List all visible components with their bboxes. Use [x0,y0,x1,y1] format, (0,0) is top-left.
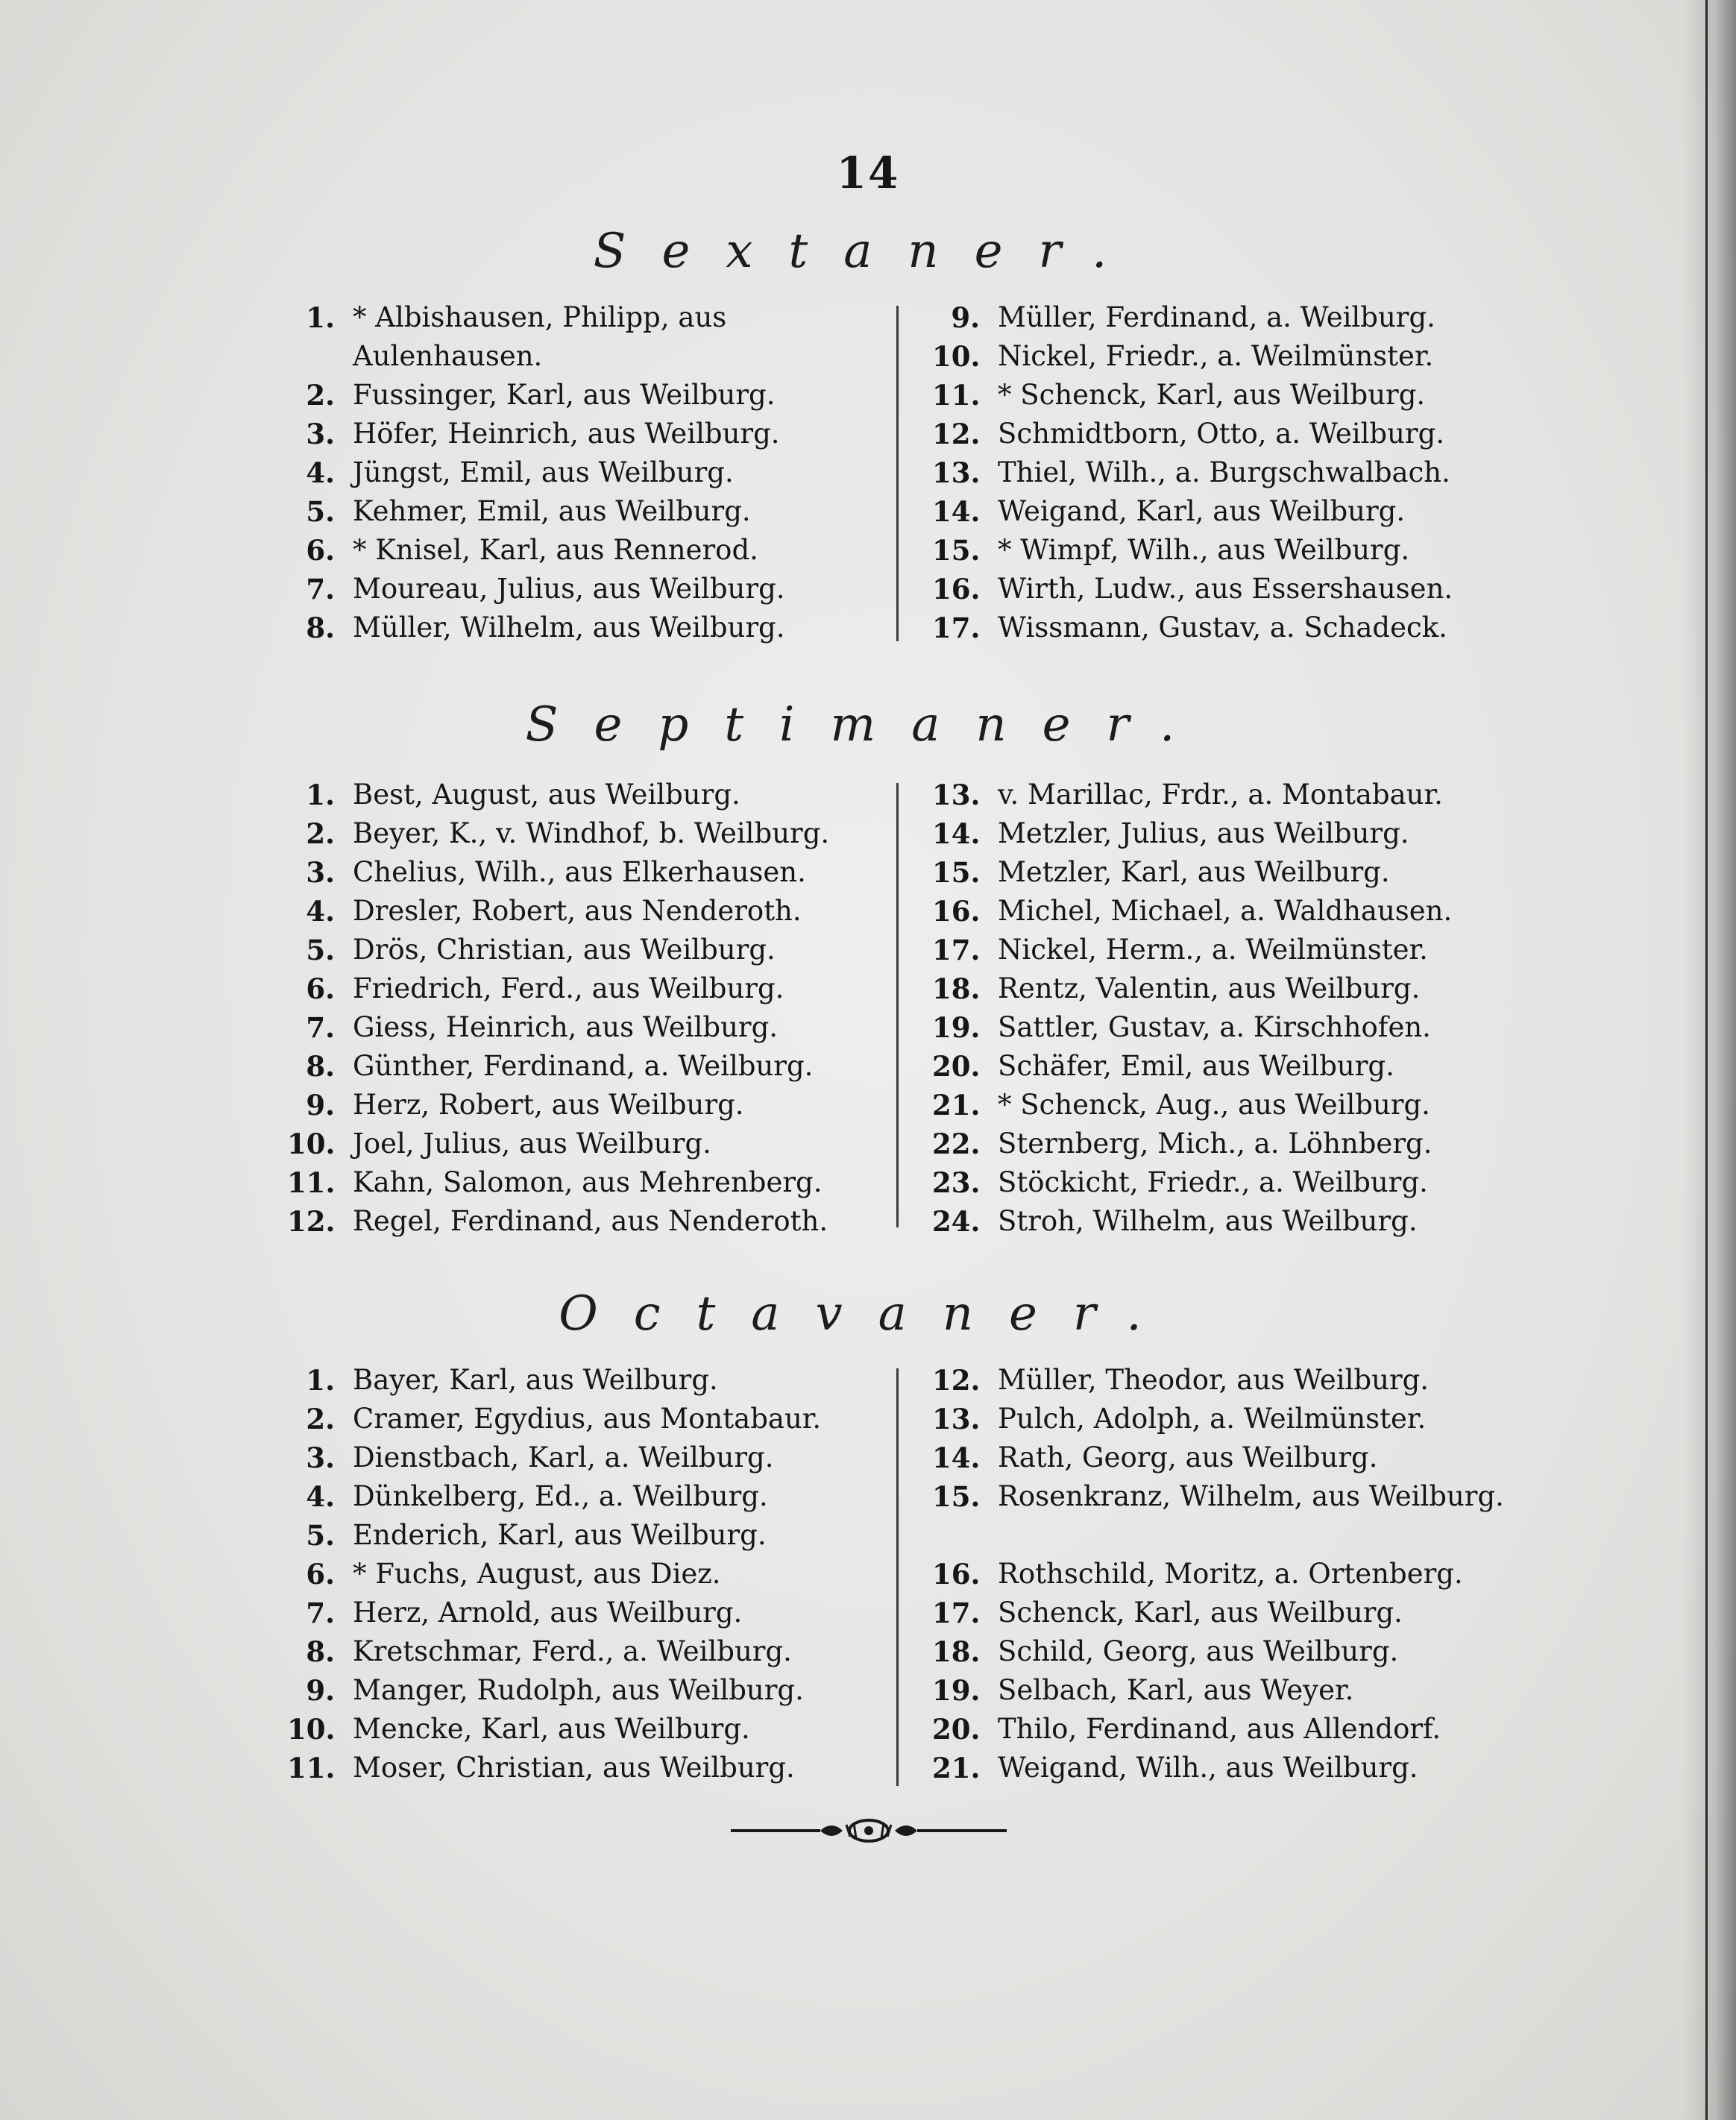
entry-number: 12. [932,1364,981,1397]
entry-number: 5. [306,934,335,966]
entry-text: * Albishausen, Philipp, aus Aulenhausen. [353,301,727,372]
list-item [287,1163,876,1202]
list-item [932,376,1521,415]
list-item [287,1202,876,1241]
entry-text: Bayer, Karl, aus Weilburg. [353,1364,718,1396]
entry-number: 21. [932,1089,981,1122]
entry-text: Beyer, K., v. Windhof, b. Weilburg. [353,817,830,849]
list-item [287,969,876,1008]
entry-text: Schmidtborn, Otto, a. Weilburg. [998,418,1445,450]
entry-text: Weigand, Wilh., aus Weilburg. [998,1752,1418,1784]
entry-text: * Schenck, Aug., aus Weilburg. [998,1089,1430,1121]
entry-text: Dünkelberg, Ed., a. Weilburg. [353,1480,768,1512]
entry-number: 1. [306,301,335,334]
entry-number: 12. [287,1205,336,1238]
entry-text: Jüngst, Emil, aus Weilburg. [353,456,734,488]
entry-text: Regel, Ferdinand, aus Nenderoth. [353,1205,828,1237]
entry-number: 6. [306,1558,335,1591]
entry-number: 16. [932,573,981,606]
list-item [287,1125,876,1163]
entry-number: 3. [306,856,335,889]
entry-number: 6. [306,534,335,567]
list-item [287,1400,876,1438]
entry-number: 13. [932,1403,981,1435]
entry-text: Sattler, Gustav, a. Kirschhofen. [998,1011,1431,1043]
entry-number: 6. [306,972,335,1005]
entry-number: 12. [932,418,981,450]
entry-number: 2. [306,817,335,850]
entry-number: 7. [306,1597,335,1629]
entry-text: Selbach, Karl, aus Weyer. [998,1674,1354,1706]
entry-number: 9. [306,1089,335,1122]
list-item [932,1671,1521,1710]
list-item [932,1555,1521,1594]
column-divider [896,1368,899,1786]
list-item [932,1125,1521,1163]
entry-text: * Fuchs, August, aus Diez. [353,1558,721,1590]
list-item [932,969,1521,1008]
entry-text: Kahn, Salomon, aus Mehrenberg. [353,1166,823,1198]
list-item [287,570,876,608]
list-item [932,531,1521,570]
entry-text: Günther, Ferdinand, a. Weilburg. [353,1050,814,1082]
page-edge-shadow [1684,0,1736,2120]
entry-text: Metzler, Julius, aus Weilburg. [998,817,1409,849]
entry-number: 10. [932,340,981,373]
list-item [932,1163,1521,1202]
list-item [287,814,876,853]
entry-number: 15. [932,1480,981,1513]
entry-text: Pulch, Adolph, a. Weilmünster. [998,1403,1427,1435]
list-item [287,415,876,453]
entry-number: 3. [306,1441,335,1474]
list-item [287,853,876,892]
entry-number: 20. [932,1713,981,1746]
entry-number: 9. [951,301,980,334]
entry-text: Schild, Georg, aus Weilburg. [998,1635,1399,1667]
entry-text: Rath, Georg, aus Weilburg. [998,1441,1378,1473]
column-left [287,298,876,647]
entry-text: Metzler, Karl, aus Weilburg. [998,856,1390,888]
entry-text: Joel, Julius, aus Weilburg. [353,1127,711,1160]
entry-number: 19. [932,1674,981,1707]
list-item [932,492,1521,531]
entry-number: 18. [932,1635,981,1668]
section-title-septimaner: Septimaner. [525,697,1211,752]
entry-number: 4. [306,1480,335,1513]
entry-text: Manger, Rudolph, aus Weilburg. [353,1674,804,1706]
list-item [932,776,1521,814]
list-item [932,1400,1521,1438]
entry-number: 1. [306,1364,335,1397]
entry-number: 1. [306,779,335,811]
entry-text: Moser, Christian, aus Weilburg. [353,1752,795,1784]
list-item [932,1710,1521,1749]
entry-number: 9. [306,1674,335,1707]
entry-text: Herz, Arnold, aus Weilburg. [353,1597,743,1629]
entry-text: Müller, Ferdinand, a. Weilburg. [998,301,1435,333]
entry-number: 10. [287,1713,336,1746]
entry-text: Weigand, Karl, aus Weilburg. [998,495,1406,527]
list-item [287,1516,876,1555]
list-item [287,1086,876,1125]
list-item [932,931,1521,969]
entry-text: Schenck, Karl, aus Weilburg. [998,1597,1403,1629]
page-edge-line [1705,0,1708,2120]
entry-number: 11. [287,1166,336,1199]
list-item [287,1477,876,1516]
entry-text: Rentz, Valentin, aus Weilburg. [998,972,1421,1004]
entry-text: Schäfer, Emil, aus Weilburg. [998,1050,1394,1082]
list-item [932,608,1521,647]
entry-text: Chelius, Wilh., aus Elkerhausen. [353,856,806,888]
entry-number: 8. [306,611,335,644]
entry-text: v. Marillac, Frdr., a. Montabaur. [998,779,1443,811]
list-item [287,376,876,415]
entry-number: 5. [306,1519,335,1552]
entry-number: 8. [306,1635,335,1668]
entry-text: * Schenck, Karl, aus Weilburg. [998,379,1426,411]
entry-number: 21. [932,1752,981,1784]
entry-text: Höfer, Heinrich, aus Weilburg. [353,418,780,450]
entry-number: 11. [287,1752,336,1784]
entry-text: Enderich, Karl, aus Weilburg. [353,1519,767,1551]
list-item [287,1671,876,1710]
entry-text: Michel, Michael, a. Waldhausen. [998,895,1453,927]
entry-text: Cramer, Egydius, aus Montabaur. [353,1403,822,1435]
entry-number: 4. [306,895,335,928]
entry-text: Dienstbach, Karl, a. Weilburg. [353,1441,774,1473]
column-divider [896,783,899,1227]
entry-number: 14. [932,817,981,850]
list-item [287,1594,876,1632]
list-item [287,1361,876,1400]
page-number: 14 [836,148,900,198]
column-right [932,1361,1521,1787]
entry-text: Drös, Christian, aus Weilburg. [353,934,776,966]
entry-text: Müller, Wilhelm, aus Weilburg. [353,611,785,644]
entry-text: Herz, Robert, aus Weilburg. [353,1089,744,1121]
entry-text: Kehmer, Emil, aus Weilburg. [353,495,751,527]
entry-text: Nickel, Herm., a. Weilmünster. [998,934,1428,966]
list-item [287,1749,876,1787]
entry-text: Friedrich, Ferd., aus Weilburg. [353,972,784,1004]
entry-text: Stroh, Wilhelm, aus Weilburg. [998,1205,1418,1237]
list-item [932,1008,1521,1047]
column-left [287,776,876,1241]
entry-text: Giess, Heinrich, aus Weilburg. [353,1011,779,1043]
list-item [932,1361,1521,1400]
entry-text: Fussinger, Karl, aus Weilburg. [353,379,776,411]
entry-text: Nickel, Friedr., a. Weilmünster. [998,340,1434,372]
list-item [287,531,876,570]
list-item [932,570,1521,608]
list-item [287,892,876,931]
entry-text: Thiel, Wilh., a. Burgschwalbach. [998,456,1450,488]
entry-number: 23. [932,1166,981,1199]
list-item [287,492,876,531]
entry-number: 17. [932,611,981,644]
list-item [932,1594,1521,1632]
list-item [287,931,876,969]
list-item [287,1047,876,1086]
entry-number: 16. [932,895,981,928]
entry-number: 19. [932,1011,981,1044]
entry-number: 8. [306,1050,335,1083]
list-item [932,415,1521,453]
list-item [287,453,876,492]
list-item [932,1632,1521,1671]
list-item [932,453,1521,492]
entry-number: 13. [932,779,981,811]
entry-number: 5. [306,495,335,528]
list-item [287,776,876,814]
entry-text: Sternberg, Mich., a. Löhnberg. [998,1127,1432,1160]
list-item [287,298,876,376]
entry-number: 17. [932,934,981,966]
list-item [287,1438,876,1477]
entry-text: Moureau, Julius, aus Weilburg. [353,573,785,605]
entry-text: Wirth, Ludw., aus Essershausen. [998,573,1453,605]
list-item [932,1477,1521,1555]
entry-number: 11. [932,379,981,412]
entry-text: Kretschmar, Ferd., a. Weilburg. [353,1635,792,1667]
list-item [932,1749,1521,1787]
entry-number: 16. [932,1558,981,1591]
entry-number: 15. [932,856,981,889]
list-item [287,608,876,647]
section-title-octavaner: Octavaner. [559,1286,1177,1341]
list-item [932,814,1521,853]
entry-text: Mencke, Karl, aus Weilburg. [353,1713,750,1745]
entry-number: 4. [306,456,335,489]
entry-number: 14. [932,1441,981,1474]
entry-text: Best, August, aus Weilburg. [353,779,740,811]
column-left [287,1361,876,1787]
list-item [932,337,1521,376]
entry-text: Stöckicht, Friedr., a. Weilburg. [998,1166,1428,1198]
list-item [932,1202,1521,1241]
entry-text: Müller, Theodor, aus Weilburg. [998,1364,1430,1396]
list-item [932,1438,1521,1477]
list-item [932,1047,1521,1086]
entry-number: 22. [932,1127,981,1160]
entry-text: Dresler, Robert, aus Nenderoth. [353,895,802,927]
entry-number: 24. [932,1205,981,1238]
entry-number: 18. [932,972,981,1005]
column-right [932,776,1521,1241]
entry-number: 15. [932,534,981,567]
entry-number: 2. [306,379,335,412]
list-item [932,892,1521,931]
list-item [287,1710,876,1749]
entry-text: Rosenkranz, Wilhelm, aus Weilburg. [998,1480,1504,1512]
entry-text: Rothschild, Moritz, a. Ortenberg. [998,1558,1463,1590]
list-item [932,298,1521,337]
entry-text: * Wimpf, Wilh., aus Weilburg. [998,534,1410,566]
entry-number: 3. [306,418,335,450]
entry-number: 7. [306,1011,335,1044]
list-item [287,1555,876,1594]
entry-number: 20. [932,1050,981,1083]
list-item [932,853,1521,892]
list-item [287,1632,876,1671]
section-title-sextaner: Sextaner. [593,224,1143,279]
column-divider [896,306,899,641]
ornament-divider-icon [731,1816,1007,1846]
entry-number: 7. [306,573,335,606]
entry-number: 14. [932,495,981,528]
entry-text: * Knisel, Karl, aus Rennerod. [353,534,758,566]
list-item [287,1008,876,1047]
entry-number: 17. [932,1597,981,1629]
entry-number: 2. [306,1403,335,1435]
entry-text: Wissmann, Gustav, a. Schadeck. [998,611,1447,644]
list-item [932,1086,1521,1125]
entry-number: 10. [287,1127,336,1160]
column-right [932,298,1521,647]
entry-number: 13. [932,456,981,489]
entry-text: Thilo, Ferdinand, aus Allendorf. [998,1713,1441,1745]
